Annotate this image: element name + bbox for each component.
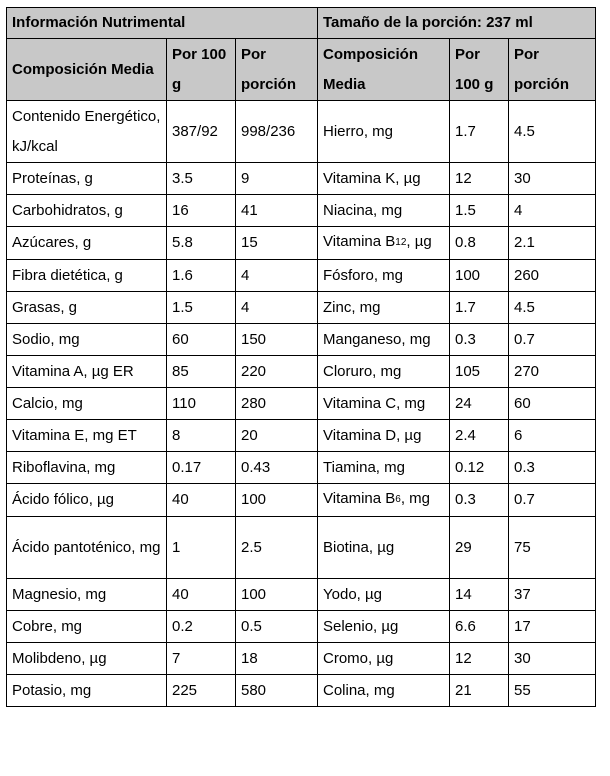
nutrient-name — [318, 517, 450, 579]
header-composition-left: Composición Media — [7, 39, 167, 101]
value-per-100g: 1.7 — [450, 292, 509, 324]
nutrient-name — [318, 643, 450, 675]
value-per-serving: 4.5 — [509, 292, 596, 324]
value-per-serving: 100 — [236, 484, 318, 517]
value-per-100g: 1 — [167, 517, 236, 579]
value-per-100g: 1.6 — [167, 260, 236, 292]
table-row — [7, 484, 596, 517]
nutrient-name: Carbohidratos, g — [7, 195, 167, 227]
value-per-100g: 0.12 — [450, 452, 509, 484]
value-per-100g: 14 — [450, 579, 509, 611]
nutrient-name — [318, 388, 450, 420]
nutrient-name-text: Tiamina, mg — [323, 458, 405, 476]
value-per-serving: 150 — [236, 324, 318, 356]
value-per-serving: 998/236 — [236, 101, 318, 163]
nutrient-name — [318, 163, 450, 195]
nutrient-name: Molibdeno, µg — [7, 643, 167, 675]
header-composition-right: Composición Media — [318, 39, 450, 101]
nutrient-name-text: Biotina, µg — [323, 538, 395, 556]
value-per-serving: 4 — [236, 292, 318, 324]
header-perserving-left: Por porción — [236, 39, 318, 101]
value-per-serving: 4 — [509, 195, 596, 227]
title-row — [7, 8, 596, 39]
value-per-serving: 75 — [509, 517, 596, 579]
table-row — [7, 675, 596, 707]
value-per-serving: 270 — [509, 356, 596, 388]
nutrient-unit-text: , mg — [400, 490, 431, 507]
value-per-100g: 40 — [167, 579, 236, 611]
value-per-serving: 0.43 — [236, 452, 318, 484]
nutrient-name-text: Vitamina C, mg — [323, 394, 426, 412]
nutrient-name: Fibra dietética, g — [7, 260, 167, 292]
value-per-100g: 60 — [167, 324, 236, 356]
nutrient-name: Grasas, g — [7, 292, 167, 324]
value-per-100g: 3.5 — [167, 163, 236, 195]
value-per-100g: 0.2 — [167, 611, 236, 643]
nutrient-name: Contenido Energético, kJ/kcal — [7, 101, 167, 163]
value-per-100g: 225 — [167, 675, 236, 707]
value-per-100g: 105 — [450, 356, 509, 388]
table-row — [7, 611, 596, 643]
table-row — [7, 356, 596, 388]
value-per-serving: 4.5 — [509, 101, 596, 163]
nutrient-unit-text: , µg — [406, 233, 432, 250]
value-per-100g: 5.8 — [167, 227, 236, 260]
value-per-100g: 29 — [450, 517, 509, 579]
value-per-serving: 580 — [236, 675, 318, 707]
value-per-serving: 6 — [509, 420, 596, 452]
nutrient-name — [318, 260, 450, 292]
nutrient-name-text: Yodo, µg — [323, 585, 382, 603]
value-per-100g: 1.5 — [167, 292, 236, 324]
nutrient-name — [318, 195, 450, 227]
table-row — [7, 292, 596, 324]
nutrient-name — [318, 452, 450, 484]
value-per-serving: 9 — [236, 163, 318, 195]
value-per-100g: 12 — [450, 643, 509, 675]
nutrient-name: Azúcares, g — [7, 227, 167, 260]
table-row — [7, 643, 596, 675]
value-per-serving: 55 — [509, 675, 596, 707]
vitamin-subscript: 6 — [395, 494, 401, 505]
header-per100-left: Por 100 g — [167, 39, 236, 101]
nutrient-name: Calcio, mg — [7, 388, 167, 420]
nutrient-name — [318, 484, 450, 517]
value-per-100g: 110 — [167, 388, 236, 420]
table-row — [7, 227, 596, 260]
table-row — [7, 388, 596, 420]
nutrient-name-text: Manganeso, mg — [323, 330, 431, 348]
nutrient-name-text: Hierro, mg — [323, 122, 394, 140]
value-per-serving: 15 — [236, 227, 318, 260]
value-per-100g: 0.8 — [450, 227, 509, 260]
nutrient-name: Proteínas, g — [7, 163, 167, 195]
table-row — [7, 324, 596, 356]
value-per-100g: 0.17 — [167, 452, 236, 484]
nutrient-name — [318, 579, 450, 611]
value-per-serving: 17 — [509, 611, 596, 643]
table-row — [7, 579, 596, 611]
header-per100-right: Por 100 g — [450, 39, 509, 101]
value-per-serving: 100 — [236, 579, 318, 611]
table-title: Información Nutrimental — [7, 8, 318, 39]
value-per-serving: 30 — [509, 163, 596, 195]
nutrient-name-text: Selenio, µg — [323, 617, 399, 635]
nutrient-name-text: Vitamina K, µg — [323, 169, 421, 187]
value-per-serving: 18 — [236, 643, 318, 675]
value-per-serving: 2.1 — [509, 227, 596, 260]
value-per-serving: 60 — [509, 388, 596, 420]
nutrient-name-text: Zinc, mg — [323, 298, 381, 316]
nutrient-name: Potasio, mg — [7, 675, 167, 707]
value-per-100g: 100 — [450, 260, 509, 292]
value-per-serving: 260 — [509, 260, 596, 292]
nutrient-name: Cobre, mg — [7, 611, 167, 643]
table-row — [7, 517, 596, 579]
value-per-100g: 40 — [167, 484, 236, 517]
table-row — [7, 195, 596, 227]
header-row — [7, 39, 596, 101]
vitamin-subscript: 12 — [395, 237, 407, 248]
value-per-100g: 1.5 — [450, 195, 509, 227]
value-per-100g: 21 — [450, 675, 509, 707]
value-per-serving: 41 — [236, 195, 318, 227]
table-row — [7, 101, 596, 163]
value-per-serving: 2.5 — [236, 517, 318, 579]
nutrient-name — [318, 356, 450, 388]
nutrient-name: Vitamina E, mg ET — [7, 420, 167, 452]
nutrient-name-text: Niacina, mg — [323, 201, 403, 219]
nutrient-name: Ácido pantoténico, mg — [7, 517, 167, 579]
header-perserving-right: Por porción — [509, 39, 596, 101]
value-per-100g: 387/92 — [167, 101, 236, 163]
value-per-100g: 0.3 — [450, 484, 509, 517]
nutrient-name-text: Vitamina B — [323, 490, 396, 507]
nutrient-name — [318, 101, 450, 163]
nutrient-name: Vitamina A, µg ER — [7, 356, 167, 388]
nutrition-facts-table — [6, 7, 596, 707]
nutrient-name — [318, 420, 450, 452]
value-per-serving: 4 — [236, 260, 318, 292]
value-per-serving: 0.3 — [509, 452, 596, 484]
value-per-100g: 2.4 — [450, 420, 509, 452]
serving-size: Tamaño de la porción: 237 ml — [318, 8, 596, 39]
value-per-100g: 8 — [167, 420, 236, 452]
value-per-serving: 37 — [509, 579, 596, 611]
nutrient-name-text: Colina, mg — [323, 681, 395, 699]
value-per-100g: 12 — [450, 163, 509, 195]
value-per-serving: 0.7 — [509, 324, 596, 356]
nutrient-name-text: Cloruro, mg — [323, 362, 402, 380]
value-per-100g: 85 — [167, 356, 236, 388]
table-row — [7, 163, 596, 195]
value-per-100g: 7 — [167, 643, 236, 675]
nutrient-name — [318, 227, 450, 260]
value-per-100g: 6.6 — [450, 611, 509, 643]
value-per-serving: 220 — [236, 356, 318, 388]
nutrient-name: Magnesio, mg — [7, 579, 167, 611]
value-per-serving: 280 — [236, 388, 318, 420]
nutrient-name — [318, 611, 450, 643]
nutrient-name: Riboflavina, mg — [7, 452, 167, 484]
nutrient-name-text: Vitamina D, µg — [323, 426, 422, 444]
table-row — [7, 260, 596, 292]
value-per-serving: 20 — [236, 420, 318, 452]
value-per-100g: 16 — [167, 195, 236, 227]
nutrient-name: Ácido fólico, µg — [7, 484, 167, 517]
value-per-100g: 1.7 — [450, 101, 509, 163]
value-per-100g: 0.3 — [450, 324, 509, 356]
nutrient-name — [318, 675, 450, 707]
value-per-serving: 0.7 — [509, 484, 596, 517]
nutrient-name — [318, 324, 450, 356]
nutrient-name: Sodio, mg — [7, 324, 167, 356]
nutrient-name — [318, 292, 450, 324]
table-row — [7, 452, 596, 484]
nutrient-name-text: Cromo, µg — [323, 649, 394, 667]
nutrient-name-text: Fósforo, mg — [323, 266, 404, 284]
value-per-serving: 30 — [509, 643, 596, 675]
value-per-serving: 0.5 — [236, 611, 318, 643]
value-per-100g: 24 — [450, 388, 509, 420]
table-row — [7, 420, 596, 452]
nutrient-name-text: Vitamina B — [323, 233, 396, 250]
